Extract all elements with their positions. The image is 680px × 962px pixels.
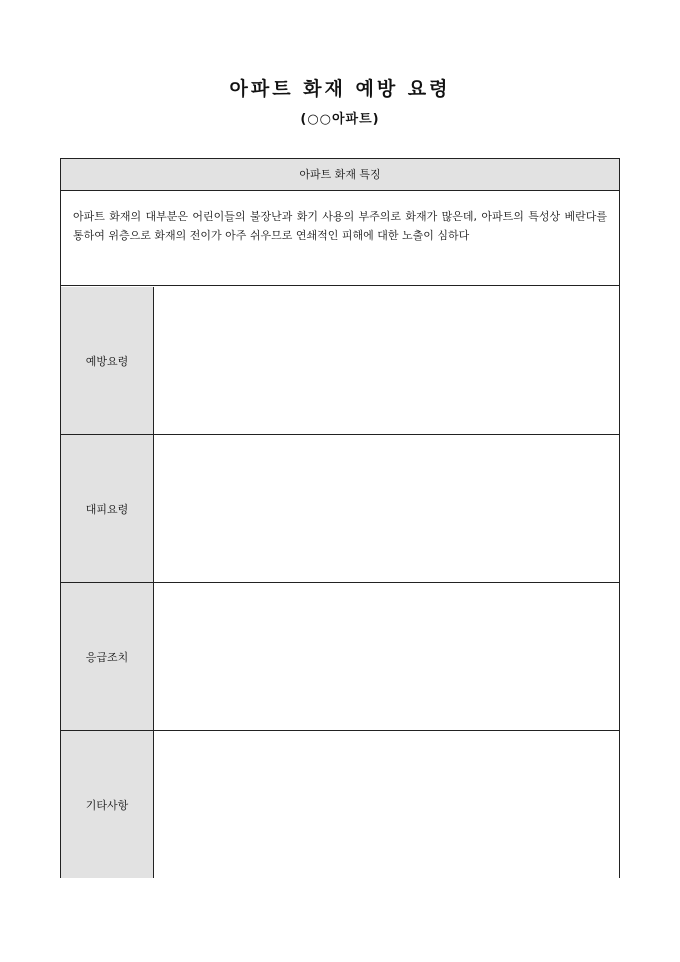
section-header: 아파트 화재 특징 [61, 159, 619, 191]
form-table [60, 158, 620, 878]
row-content-prevention[interactable] [154, 287, 619, 434]
table-row-evacuation [61, 435, 619, 583]
table-row-other [61, 731, 619, 878]
row-content-other[interactable] [154, 731, 619, 878]
row-content-first-aid[interactable] [154, 583, 619, 730]
page-subtitle: (○○아파트) [300, 112, 380, 127]
row-label-other: 기타사항 [61, 731, 154, 878]
row-label-prevention: 예방요령 [61, 287, 154, 434]
row-label-evacuation: 대피요령 [61, 435, 154, 582]
table-row-prevention [61, 287, 619, 435]
row-label-first-aid: 응급조치 [61, 583, 154, 730]
row-content-evacuation[interactable] [154, 435, 619, 582]
page-title: 아파트 화재 예방 요령 [229, 78, 451, 100]
table-row-first-aid [61, 583, 619, 731]
description-text: 아파트 화재의 대부분은 어린이들의 불장난과 화기 사용의 부주의로 화재가 많은데, 아파트의 특성상 베란다를 통하여 위층으로 화재의 전이가 아주 쉬우므로 연쇄적인 피해에 대한 노출이 심하다 [61, 191, 619, 286]
